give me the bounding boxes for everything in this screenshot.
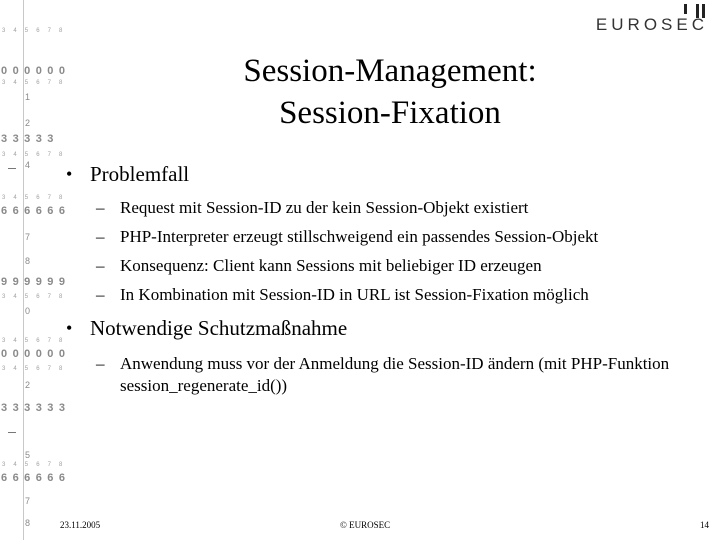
sub-bullet bbox=[60, 284, 700, 306]
eurosec-logo bbox=[595, 4, 708, 38]
sub-bullet bbox=[60, 226, 700, 248]
stripe-digit: 2 bbox=[25, 118, 31, 128]
bullet-dot-icon: • bbox=[66, 164, 73, 184]
decorative-number-stripe bbox=[0, 0, 67, 540]
title-line-1: Session-Management: bbox=[243, 53, 537, 89]
stripe-digit-row: 3 3 3 3 3 bbox=[1, 133, 55, 145]
title-line-2: Session-Fixation bbox=[279, 95, 501, 131]
stripe-digit-row: 3 4 5 6 7 8 bbox=[2, 152, 66, 158]
sub-bullet-text: Konsequenz: Client kann Sessions mit beliebiger ID erzeugen bbox=[120, 256, 542, 275]
footer-copyright: © EUROSEC bbox=[340, 520, 391, 530]
stripe-digit-row: 3 4 5 6 7 8 bbox=[2, 294, 66, 300]
sub-bullet-text: In Kombination mit Session-ID in URL ist Session-Fixation möglich bbox=[120, 285, 589, 304]
stripe-digit: 1 bbox=[25, 92, 31, 102]
sub-bullet-text: PHP-Interpreter erzeugt stillschweigend ein passendes Session-Objekt bbox=[120, 227, 599, 246]
slide-title bbox=[60, 50, 720, 134]
stripe-digit: 7 bbox=[25, 232, 31, 242]
dash-icon: – bbox=[96, 256, 105, 275]
stripe-digit-row: 6 6 6 6 6 6 bbox=[1, 205, 67, 217]
dash-icon: – bbox=[96, 354, 105, 373]
bullet-problemfall bbox=[60, 160, 700, 188]
sub-bullet-text: Request mit Session-ID zu der kein Session-Objekt existiert bbox=[120, 198, 529, 217]
bullet-dot-icon: • bbox=[66, 318, 73, 338]
sub-bullet bbox=[60, 197, 700, 219]
bullet-schutzmassnahme bbox=[60, 314, 700, 342]
stripe-digit-row: 3 3 3 3 3 3 bbox=[1, 402, 67, 414]
stripe-digit-row: 3 4 5 6 7 8 bbox=[2, 80, 66, 86]
stripe-digit-row: 3 4 5 6 7 8 bbox=[2, 462, 66, 468]
dash-icon: – bbox=[96, 227, 105, 246]
slide-body bbox=[60, 160, 700, 397]
dash-icon: – bbox=[96, 198, 105, 217]
stripe-digit-row: 3 4 5 6 7 8 bbox=[2, 195, 66, 201]
stripe-digit-row: 9 9 9 9 9 9 bbox=[1, 276, 67, 288]
sub-bullet bbox=[60, 255, 700, 277]
footer-page-number: 14 bbox=[700, 520, 709, 530]
stripe-digit: 0 bbox=[25, 306, 31, 316]
bullet-label: Notwendige Schutzmaßnahme bbox=[90, 316, 348, 340]
stripe-digit-row: 6 6 6 6 6 6 bbox=[1, 472, 67, 484]
stripe-digit: 5 bbox=[25, 450, 31, 460]
stripe-digit-row: 3 4 5 6 7 8 bbox=[2, 338, 66, 344]
logo-bar bbox=[684, 4, 687, 14]
stripe-digit: 2 bbox=[25, 380, 31, 390]
footer-date: 23.11.2005 bbox=[60, 520, 101, 530]
stripe-dash bbox=[8, 168, 16, 169]
stripe-digit: 7 bbox=[25, 496, 31, 506]
logo-text: EUROSEC bbox=[595, 15, 708, 34]
sub-bullet-text: Anwendung muss vor der Anmeldung die Session-ID ändern (mit PHP-Funktion session_regenerate_id()) bbox=[120, 354, 670, 395]
stripe-digit: 8 bbox=[25, 518, 31, 528]
stripe-digit-row: 3 4 5 6 7 8 bbox=[2, 28, 66, 34]
stripe-digit-row: 0 0 0 0 0 0 bbox=[1, 65, 67, 77]
stripe-digit: 8 bbox=[25, 256, 31, 266]
stripe-digit: 4 bbox=[25, 160, 31, 170]
stripe-digit-row: 0 0 0 0 0 0 bbox=[1, 348, 67, 360]
stripe-digit-row: 3 4 5 6 7 8 bbox=[2, 366, 66, 372]
bullet-label: Problemfall bbox=[90, 162, 190, 186]
stripe-dash bbox=[8, 432, 16, 433]
sub-bullet bbox=[60, 353, 700, 397]
dash-icon: – bbox=[96, 285, 105, 304]
